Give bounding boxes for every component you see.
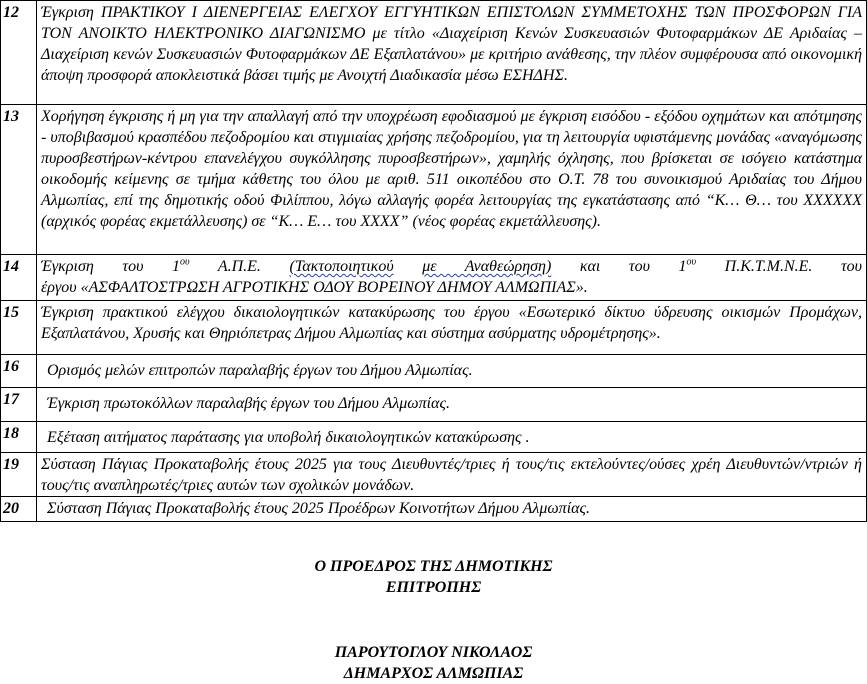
- agenda-row: [1, 355, 867, 388]
- text-fragment: και: [579, 258, 601, 275]
- signature-name: ΠΑΡΟΥΤΟΓΛΟΥ ΝΙΚΟΛΑΟΣ: [334, 644, 533, 661]
- text-fragment: με Αναθεώρηση): [422, 258, 552, 275]
- item-text: [37, 255, 867, 301]
- signature-title: ΔΗΜΑΡΧΟΣ ΑΛΜΩΠΙΑΣ: [343, 665, 524, 682]
- signature-person: [0, 642, 867, 684]
- text-fragment: του: [628, 258, 650, 275]
- text-fragment: (Τακτοποιητικού: [289, 258, 394, 275]
- text-fragment: του: [840, 258, 863, 275]
- agenda-row: [1, 422, 867, 453]
- agenda-row: [1, 301, 867, 355]
- item-number: 17: [1, 388, 37, 422]
- agenda-row: [1, 388, 867, 422]
- agenda-row: [1, 453, 867, 497]
- item-number: 15: [1, 301, 37, 355]
- agenda-row: [1, 105, 867, 255]
- item-number: 12: [1, 1, 37, 105]
- signature-role-line-1: Ο ΠΡΟΕΔΡΟΣ ΤΗΣ ΔΗΜΟΤΙΚΗΣ: [314, 558, 553, 575]
- item-text: Σύσταση Πάγιας Προκαταβολής έτους 2025 για τους Διευθυντές/τριες ή τους/τις εκτελούντες/ούσες χρέη Διευθυντών/ντριών ή τους/τις αναπληρωτές/τριες αυτών των σχολικών μονάδων.: [37, 453, 867, 497]
- text-fragment: του: [122, 258, 144, 275]
- item-text: Έγκριση πρακτικού ελέγχου δικαιολογητικών κατακύρωσης του έργου «Εσωτερικό δίκτυο ύδρευσης οικισμών Προμάχων, Εξαπλατάνου, Χρυσής και Θηριόπετρας Δήμου Αλμωπίας και σύστημα ασύρματης υδρομέτρησης».: [37, 301, 867, 355]
- item-number: 14: [1, 255, 37, 301]
- item-text: Σύσταση Πάγιας Προκαταβολής έτους 2025 Προέδρων Κοινοτήτων Δήμου Αλμωπίας.: [37, 497, 867, 522]
- item-number: 19: [1, 453, 37, 497]
- item-number: 18: [1, 422, 37, 453]
- agenda-row: [1, 255, 867, 301]
- agenda-row: [1, 497, 867, 522]
- item-text: Έγκριση ΠΡΑΚΤΙΚΟΥ Ι ΔΙΕΝΕΡΓΕΙΑΣ ΕΛΕΓΧΟΥ ΕΓΓΥΗΤΙΚΩΝ ΕΠΙΣΤΟΛΩΝ ΣΥΜΜΕΤΟΧΗΣ ΤΩΝ ΠΡΟΣΦΟΡΩΝ ΓΙΑ ΤΟΝ ΑΝΟΙΚΤΟ ΗΛΕΚΤΡΟΝΙΚΟ ΔΙΑΓΩΝΙΣΜΟ με τίτλο «Διαχείριση Κενών Συσκευασιών Φυτοφαρμάκων ΔΕ Αριδαίας – Διαχείριση κενών Συσκευασιών Φυτοφαρμάκων ΔΕ Εξαπλατάνου» με κριτήριο ανάθεσης, την πλέον συμφέρουσα από οικονομική άποψη προσφορά αποκλειστικά βάσει τιμής με Ανοιχτή Διαδικασία μέσω ΕΣΗΔΗΣ.: [37, 1, 867, 105]
- item-text-line-1: [41, 256, 862, 277]
- agenda-row: [1, 1, 867, 105]
- text-fragment: $1^{o\upsilon}$ Π.Κ.Τ.Μ.Ν.Ε.: [678, 256, 813, 275]
- text-fragment: $1^{o\upsilon}$ Α.Π.Ε.: [171, 256, 261, 275]
- item-number: 20: [1, 497, 37, 522]
- item-number: 13: [1, 105, 37, 255]
- text-fragment: Έγκριση: [41, 258, 94, 275]
- item-text: Έγκριση πρωτοκόλλων παραλαβής έργων του Δήμου Αλμωπίας.: [37, 388, 867, 422]
- item-number: 16: [1, 355, 37, 388]
- item-text: Χορήγηση έγκρισης ή μη για την απαλλαγή από την υποχρέωση εφοδιασμού με έγκριση εισόδου - εξόδου οχημάτων και απότμησης - υποβιβασμού κρασπέδου πεζοδρομίου και στιγμιαίας χρήσης πεζοδρομίου, για τη λειτουργία υφιστάμενης μονάδας «αναγόμωσης πυροσβεστήρων-κέντρου επανελέγχου συγκόλλησης πυροσβεστήρων», χαμηλής όχλησης, που βρίσκεται σε ισόγειο κατάστημα οικοδομής κείμενης σε τμήμα κάθετης του όλου με αριθ. 511 οικοπέδου στο Ο.Τ. 78 του συνοικισμού Αριδαίας του Δήμου Αλμωπίας, επί της δημοτικής οδού Φιλίππου, λόγω αλλαγής φορέα λειτουργίας της εγκατάστασης από “Κ… Θ… του ΧΧΧΧΧΧ (αρχικός φορέας εκμετάλλευσης) σε “Κ… Ε… του ΧΧΧΧ” (νέος φορέας εκμετάλλευσης).: [37, 105, 867, 255]
- signature-role-line-2: ΕΠΙΤΡΟΠΗΣ: [385, 579, 482, 596]
- signature-role: [0, 556, 867, 598]
- item-text-line-2: έργου «ΑΣΦΑΛΤΟΣΤΡΩΣΗ ΑΓΡΟΤΙΚΗΣ ΟΔΟΥ ΒΟΡΕΙΝΟΥ ΔΗΜΟΥ ΑΛΜΩΠΙΑΣ».: [41, 279, 588, 296]
- item-text: Εξέταση αιτήματος παράτασης για υποβολή δικαιολογητικών κατακύρωσης .: [37, 422, 867, 453]
- item-text: Ορισμός μελών επιτροπών παραλαβής έργων του Δήμου Αλμωπίας.: [37, 355, 867, 388]
